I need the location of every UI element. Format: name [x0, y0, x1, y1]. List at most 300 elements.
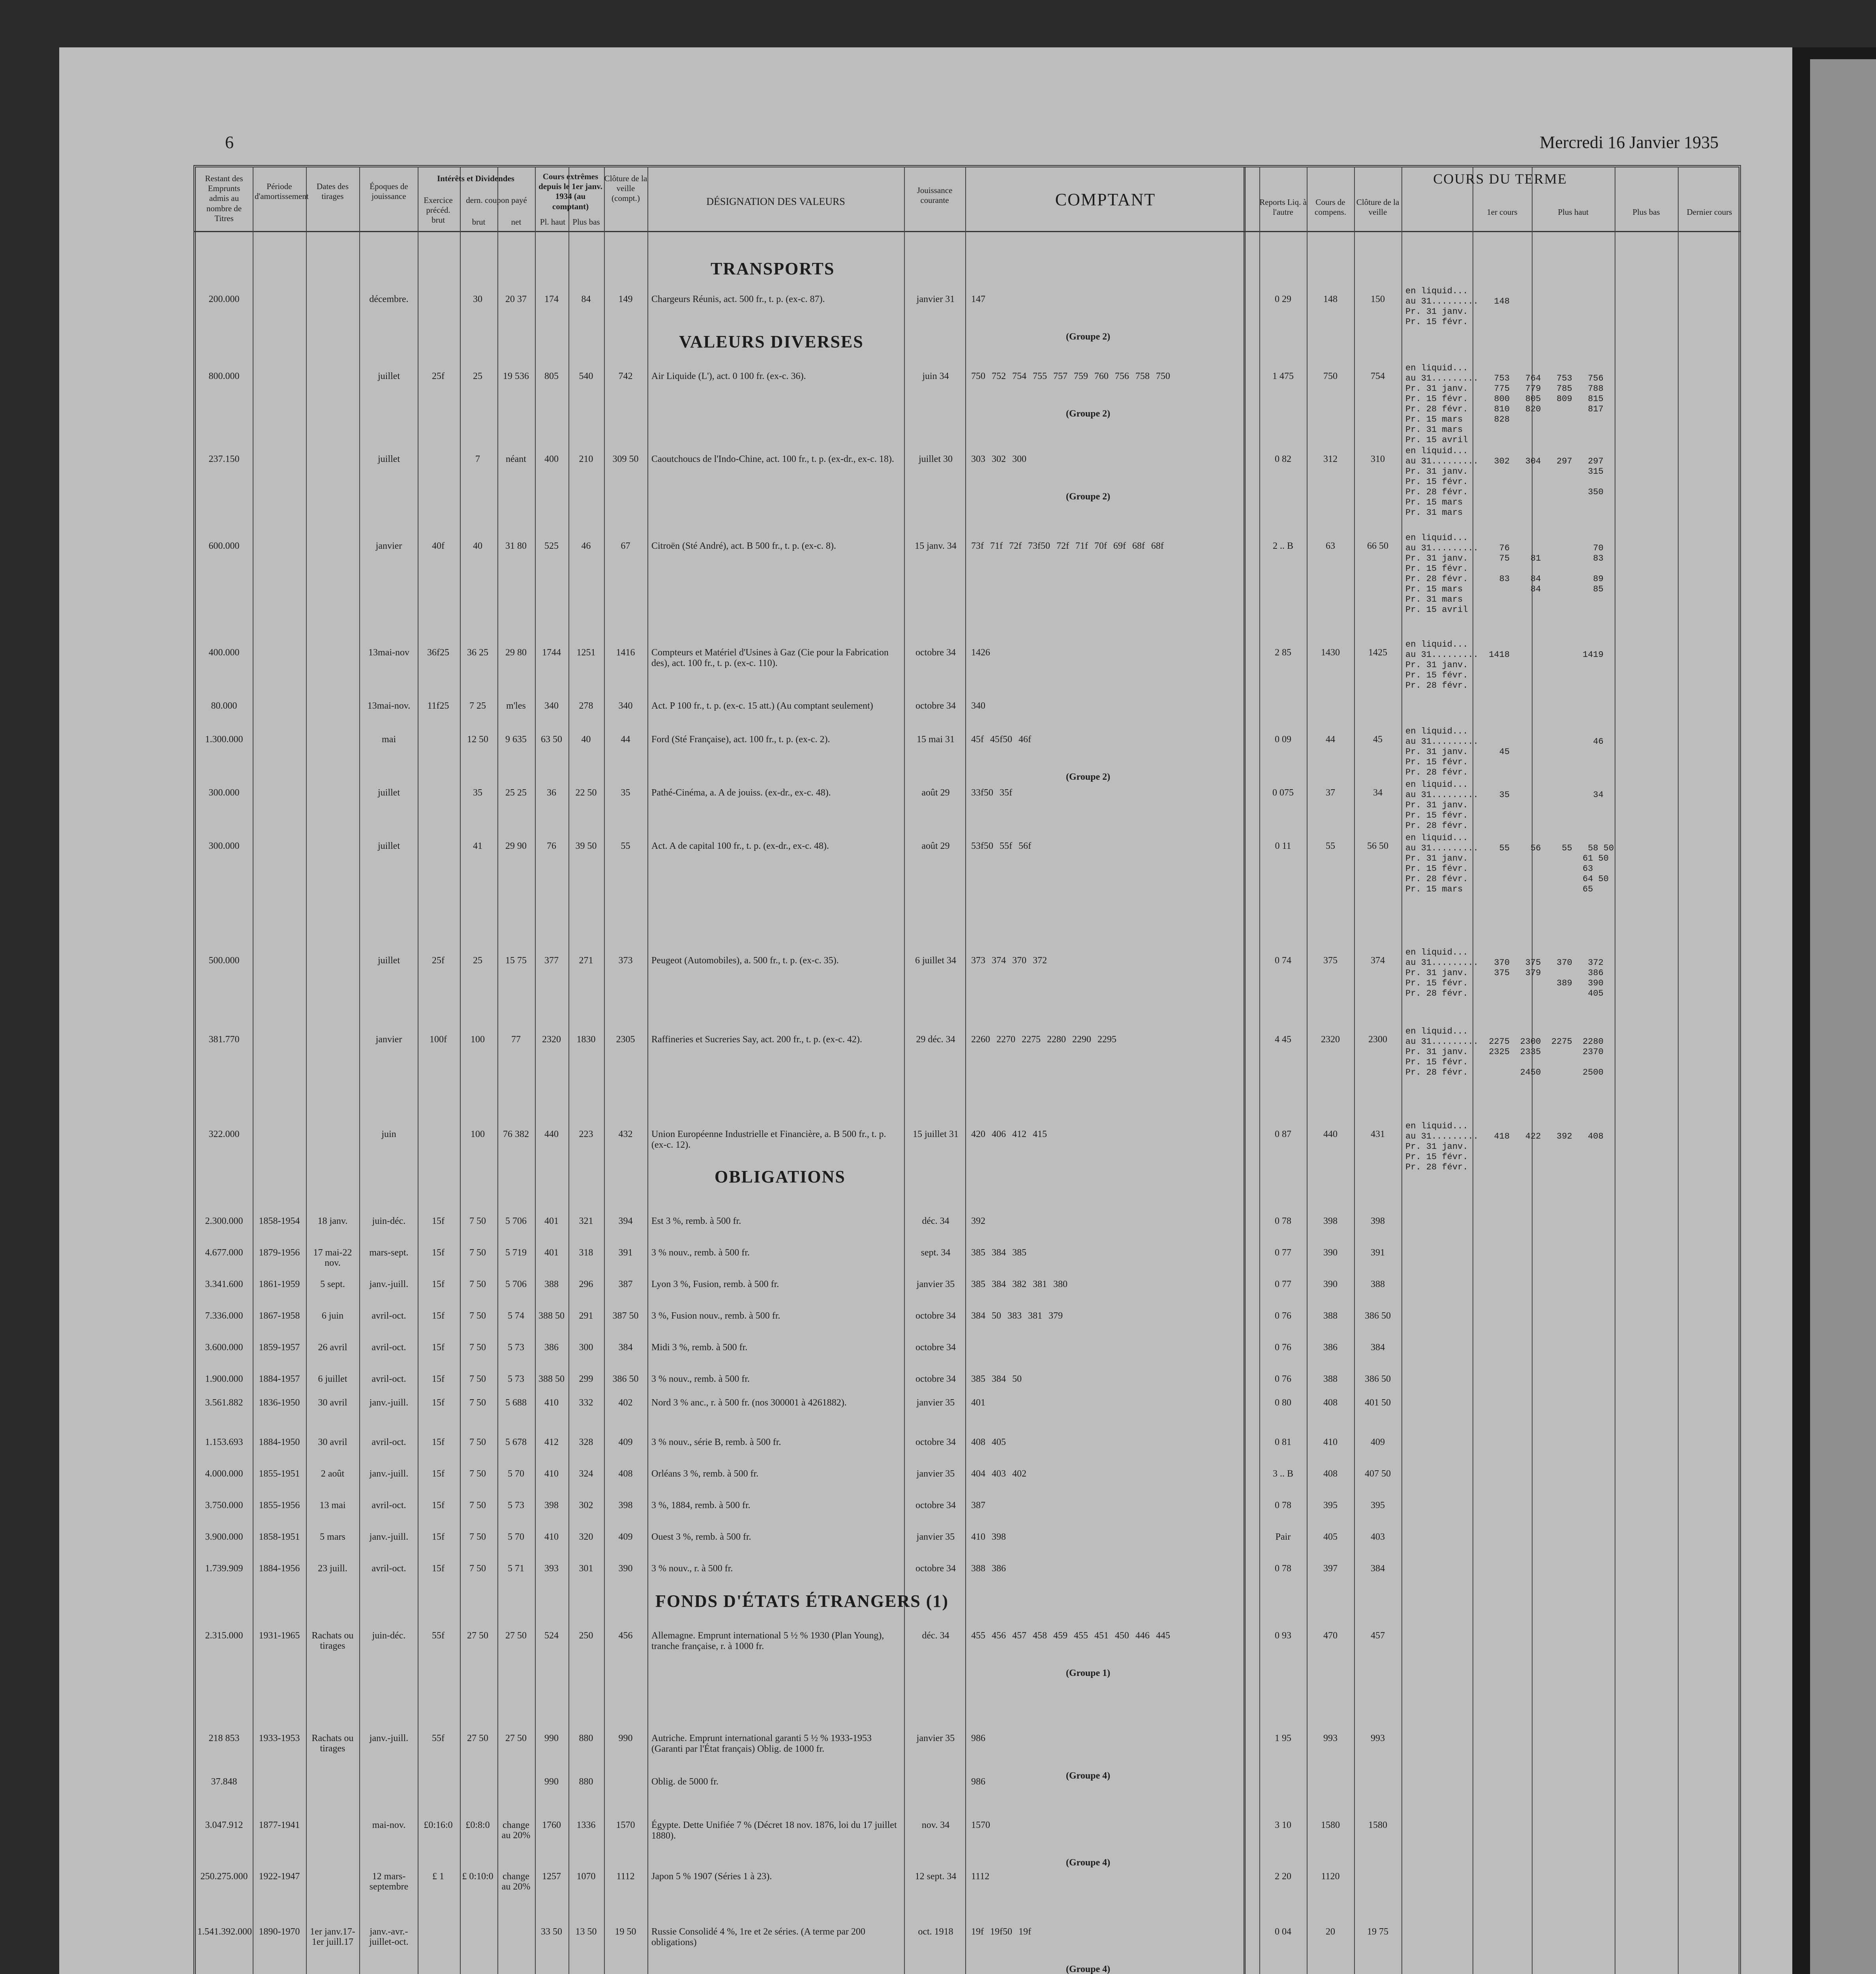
cell-rep: 2 20	[1275, 1871, 1291, 1882]
cell-epoque: janv.-juill.	[369, 1532, 409, 1542]
header-rule	[193, 231, 1741, 232]
cell-haut: 33 50	[541, 1927, 562, 1937]
cell-epoque: juillet	[378, 788, 400, 798]
cell-comptant: 2260 2270 2275 2280 2290 2295	[971, 1034, 1116, 1045]
cell-rep: 0 74	[1275, 955, 1291, 966]
cell-epoque: janv.-juill.	[369, 1733, 409, 1743]
cell-jouissance: 15 mai 31	[917, 734, 955, 745]
cell-group: (Groupe 2)	[1066, 409, 1111, 419]
cell-dates: Rachats ou tirages	[311, 1733, 354, 1754]
cell-rep: 0 76	[1275, 1374, 1291, 1384]
cell-periode: 1890-1970	[259, 1927, 300, 1937]
cell-restant: 3.341.600	[205, 1279, 243, 1289]
cell-clot: 373	[618, 955, 633, 966]
cell-rep: 2 85	[1275, 647, 1291, 658]
cell-cv: 403	[1371, 1532, 1385, 1542]
section-transports: TRANSPORTS	[711, 259, 835, 278]
cell-haut: 990	[544, 1733, 559, 1743]
cell-rep: 4 45	[1275, 1034, 1291, 1045]
cell-comp: 20	[1326, 1927, 1335, 1937]
cell-haut: 440	[544, 1129, 559, 1139]
cell-net: 19 536	[503, 371, 529, 381]
page-number: 6	[225, 133, 234, 152]
cell-term-quotes: en liquid... au 31......... 55 56 55 58 50 Pr. 31 janv. 61 50 Pr. 15 févr. 63 Pr. 28 févr. 64 50 Pr. 15 mars 65	[1405, 833, 1614, 894]
cell-rep: 1 475	[1272, 371, 1294, 381]
cell-exer: 15f	[432, 1398, 445, 1408]
cell-clot: 409	[618, 1437, 633, 1447]
cell-clot: 409	[618, 1532, 633, 1542]
security-name: Pathé-Cinéma, a. A de jouiss. (ex-dr., ex-c. 48).	[651, 788, 831, 798]
cell-cv: 384	[1371, 1342, 1385, 1353]
security-name: Raffineries et Sucreries Say, act. 200 fr., t. p. (ex-c. 42).	[651, 1034, 862, 1045]
cell-haut: 2320	[542, 1034, 561, 1045]
cell-jouissance: octobre 34	[915, 1311, 956, 1321]
cell-epoque: janv.-avr.-juillet-oct.	[369, 1927, 409, 1947]
cell-periode: 1858-1954	[259, 1216, 300, 1226]
security-name: Est 3 %, remb. à 500 fr.	[651, 1216, 741, 1226]
cell-restant: 4.000.000	[205, 1469, 243, 1479]
cell-brut: 12 50	[467, 734, 488, 745]
cell-jouissance: août 29	[921, 841, 950, 851]
cell-periode: 1884-1957	[259, 1374, 300, 1384]
cell-restant: 3.900.000	[205, 1532, 243, 1542]
cell-restant: 1.900.000	[205, 1374, 243, 1384]
cell-clot: 387	[618, 1279, 633, 1289]
cell-clot: 990	[618, 1733, 633, 1743]
cell-restant: 7.336.000	[205, 1311, 243, 1321]
cell-group: (Groupe 2)	[1066, 492, 1111, 502]
table-row	[0, 780, 1876, 835]
cell-comptant: 388 386	[971, 1563, 1006, 1574]
cell-restant: 322.000	[208, 1129, 240, 1139]
cell-rep: 3 .. B	[1272, 1469, 1293, 1479]
cell-clot: 1570	[616, 1820, 635, 1830]
cell-cv: 56 50	[1367, 841, 1388, 851]
cell-periode: 1858-1951	[259, 1532, 300, 1542]
cell-brut: 100	[471, 1129, 485, 1139]
cell-exer: 15f	[432, 1532, 445, 1542]
cell-comp: 55	[1326, 841, 1335, 851]
header-cours-terme: COURS DU TERME	[1433, 171, 1567, 187]
cell-term-quotes: en liquid... au 31......... 2275 2300 2275 2280 Pr. 31 janv. 2325 2335 2370 Pr. 15 févr. Pr. 28 févr. 2450 2500	[1405, 1026, 1604, 1077]
cell-restant: 3.561.882	[205, 1398, 243, 1408]
cell-dates: 2 août	[321, 1469, 345, 1479]
cell-cv: 310	[1371, 454, 1385, 464]
cell-brut: £ 0:10:0	[462, 1871, 493, 1882]
cell-exer: £ 1	[432, 1871, 444, 1882]
cell-haut: 1744	[542, 647, 561, 658]
cell-restant: 1.541.392.000	[197, 1927, 252, 1937]
cell-cv: 386 50	[1365, 1374, 1391, 1384]
security-name: Midi 3 %, remb. à 500 fr.	[651, 1342, 748, 1353]
cell-exer: 55f	[432, 1631, 445, 1641]
cell-bas: 1251	[576, 647, 596, 658]
cell-jouissance: janvier 35	[916, 1279, 955, 1289]
cell-clot: 394	[618, 1216, 633, 1226]
cell-term-quotes: en liquid... au 31......... 148 Pr. 31 janv. Pr. 15 févr.	[1405, 286, 1510, 327]
cell-comp: 312	[1323, 454, 1338, 464]
cell-bas: 321	[579, 1216, 593, 1226]
cell-clot: 390	[618, 1563, 633, 1574]
cell-term-quotes: en liquid... au 31......... 302 304 297 297 Pr. 31 janv. 315 Pr. 15 févr. Pr. 28 févr. 350 Pr. 15 mars Pr. 31 mars	[1405, 446, 1604, 518]
cell-jouissance: octobre 34	[915, 1563, 956, 1574]
cell-restant: 1.300.000	[205, 734, 243, 745]
header-plus-haut: Pl. haut	[540, 217, 566, 227]
cell-rep: 0 075	[1272, 788, 1294, 798]
cell-haut: 393	[544, 1563, 559, 1574]
cell-rep: 0 87	[1275, 1129, 1291, 1139]
table-row	[0, 1026, 1876, 1082]
table-row	[0, 1563, 1876, 1611]
cell-comptant: 986	[971, 1777, 985, 1787]
cell-comp: 440	[1323, 1129, 1338, 1139]
header-dates: Dates des tirages	[316, 182, 349, 201]
cell-comp: 395	[1323, 1500, 1338, 1511]
cell-jouissance: 6 juillet 34	[915, 955, 956, 966]
cell-haut: 63 50	[541, 734, 562, 745]
header-interets: Intérêts et Dividendes	[437, 174, 514, 183]
cell-epoque: janv.-juill.	[369, 1279, 409, 1289]
cell-comp: 993	[1323, 1733, 1338, 1743]
cell-jouissance: 29 déc. 34	[916, 1034, 955, 1045]
cell-exer: 15f	[432, 1342, 445, 1353]
header-restant: Restant des Emprunts admis au nombre de Titres	[205, 174, 243, 223]
cell-cv: 150	[1371, 294, 1385, 304]
cell-bas: 880	[579, 1733, 593, 1743]
cell-bas: 296	[579, 1279, 593, 1289]
cell-haut: 388 50	[538, 1311, 565, 1321]
cell-rep: 0 78	[1275, 1563, 1291, 1574]
cell-rep: 0 11	[1275, 841, 1291, 851]
cell-net: 5 678	[505, 1437, 527, 1447]
cell-comptant: 33f50 35f	[971, 788, 1012, 798]
cell-net: m'les	[506, 701, 526, 711]
cell-restant: 4.677.000	[205, 1248, 243, 1258]
cell-restant: 600.000	[208, 541, 240, 551]
security-name: Russie Consolidé 4 %, 1re et 2e séries. (A terme par 200 obligations)	[651, 1927, 865, 1948]
header-cours-extremes: Cours extrêmes depuis le 1er janv. 1934 (au comptant)	[538, 172, 602, 211]
cell-exer: 15f	[432, 1374, 445, 1384]
cell-clot: 309 50	[612, 454, 639, 464]
cell-comp: 2320	[1321, 1034, 1340, 1045]
cell-epoque: juillet	[378, 841, 400, 851]
cell-group: (Groupe 2)	[1066, 772, 1111, 782]
header-cloture: Clôture de la veille (compt.)	[604, 174, 647, 203]
cell-comptant: 1570	[971, 1820, 990, 1830]
cell-clot: 1112	[616, 1871, 635, 1882]
cell-clot: 1416	[616, 647, 635, 658]
cell-comptant: 750 752 754 755 757 759 760 756 758 750	[971, 371, 1170, 381]
cell-brut: 7 50	[469, 1342, 486, 1353]
cell-dates: 30 avril	[318, 1437, 347, 1447]
cell-net: 5 71	[508, 1563, 524, 1574]
cell-periode: 1859-1957	[259, 1342, 300, 1353]
security-name: 3 % nouv., remb. à 500 fr.	[651, 1374, 750, 1384]
cell-net: 25 25	[505, 788, 527, 798]
cell-net: 5 706	[505, 1279, 527, 1289]
cell-comptant: 986	[971, 1733, 985, 1743]
cell-term-quotes: en liquid... au 31......... 35 34 Pr. 31 janv. Pr. 15 févr. Pr. 28 févr.	[1405, 780, 1604, 831]
cell-comp: 386	[1323, 1342, 1338, 1353]
cell-brut: 7	[475, 454, 480, 464]
cell-periode: 1836-1950	[259, 1398, 300, 1408]
cell-restant: 381.770	[208, 1034, 240, 1045]
cell-bas: 332	[579, 1398, 593, 1408]
cell-comptant: 340	[971, 701, 985, 711]
cell-cv: 388	[1371, 1279, 1385, 1289]
cell-brut: 7 25	[469, 701, 486, 711]
cell-restant: 3.047.912	[205, 1820, 243, 1830]
security-name: Air Liquide (L'), act. 0 100 fr. (ex-c. 36).	[651, 371, 806, 381]
cell-cv: 391	[1371, 1248, 1385, 1258]
cell-exer: 15f	[432, 1500, 445, 1511]
header-epoques: Époques de jouissance	[370, 182, 408, 201]
cell-restant: 2.300.000	[205, 1216, 243, 1226]
cell-cv: 407 50	[1365, 1469, 1391, 1479]
cell-jouissance: janvier 35	[916, 1733, 955, 1743]
cell-clot: 402	[618, 1398, 633, 1408]
table-row	[0, 363, 1876, 445]
cell-clot: 19 50	[615, 1927, 636, 1937]
cell-clot: 2305	[616, 1034, 635, 1045]
cell-net: 5 688	[505, 1398, 527, 1408]
cell-bas: 320	[579, 1532, 593, 1542]
cell-exer: 25f	[432, 955, 445, 966]
cell-rep: 0 81	[1275, 1437, 1291, 1447]
table-row	[0, 640, 1876, 695]
cell-brut: 27 50	[467, 1631, 488, 1641]
cell-epoque: avril-oct.	[371, 1342, 406, 1353]
cell-net: 5 73	[508, 1500, 524, 1511]
cell-clot: 55	[621, 841, 630, 851]
cell-comp: 44	[1326, 734, 1335, 745]
cell-rep: 0 77	[1275, 1279, 1291, 1289]
cell-restant: 218 853	[208, 1733, 240, 1743]
table-row	[0, 833, 1876, 894]
cell-haut: 400	[544, 454, 559, 464]
cell-dates: 13 mai	[319, 1500, 346, 1511]
cell-cv: 395	[1371, 1500, 1385, 1511]
cell-jouissance: octobre 34	[915, 1374, 956, 1384]
cell-net: 5 74	[508, 1311, 524, 1321]
table-row	[0, 1121, 1876, 1177]
cell-jouissance: juin 34	[922, 371, 949, 381]
table-row	[0, 1820, 1876, 1867]
cell-jouissance: octobre 34	[915, 647, 956, 658]
cell-term-quotes: en liquid... au 31......... 418 422 392 408 Pr. 31 janv. Pr. 15 févr. Pr. 28 févr.	[1405, 1121, 1604, 1172]
cell-epoque: juillet	[378, 371, 400, 381]
cell-rep: 0 09	[1275, 734, 1291, 745]
cell-comp: 37	[1326, 788, 1335, 798]
header-t-plus-bas: Plus bas	[1632, 207, 1660, 217]
cell-comptant: 373 374 370 372	[971, 955, 1047, 966]
cell-comptant: 385 384 385	[971, 1248, 1026, 1258]
cell-jouissance: oct. 1918	[918, 1927, 953, 1937]
cell-bas: 250	[579, 1631, 593, 1641]
cell-epoque: avril-oct.	[371, 1374, 406, 1384]
security-name: Act. P 100 fr., t. p. (ex-c. 15 att.) (Au comptant seulement)	[651, 701, 873, 711]
security-name: 3 % nouv., série B, remb. à 500 fr.	[651, 1437, 781, 1447]
cell-cv: 45	[1373, 734, 1383, 745]
cell-brut: 40	[473, 541, 482, 551]
cell-haut: 36	[547, 788, 556, 798]
cell-comptant: 385 384 50	[971, 1374, 1022, 1384]
cell-clot: 387 50	[612, 1311, 639, 1321]
cell-comp: 63	[1326, 541, 1335, 551]
security-name: Ford (Sté Française), act. 100 fr., t. p. (ex-c. 2).	[651, 734, 830, 745]
cell-epoque: janv.-juill.	[369, 1469, 409, 1479]
cell-brut: 30	[473, 294, 482, 304]
cell-exer: 15f	[432, 1248, 445, 1258]
cell-restant: 3.600.000	[205, 1342, 243, 1353]
section-valeurs-diverses: VALEURS DIVERSES	[679, 332, 864, 351]
header-designation: DÉSIGNATION DES VALEURS	[706, 196, 845, 207]
cell-epoque: janv.-juill.	[369, 1398, 409, 1408]
header-cours-compens: Cours de compens.	[1315, 197, 1346, 217]
cell-brut: 7 50	[469, 1437, 486, 1447]
cell-restant: 250.275.000	[200, 1871, 248, 1882]
table-row	[0, 1733, 1876, 1781]
cell-rep: 0 29	[1275, 294, 1291, 304]
cell-comptant: 1426	[971, 647, 990, 658]
cell-restant: 80.000	[211, 701, 237, 711]
security-name: 3 % nouv., r. à 500 fr.	[651, 1563, 733, 1574]
cell-periode: 1855-1951	[259, 1469, 300, 1479]
security-name: Japon 5 % 1907 (Séries 1 à 23).	[651, 1871, 772, 1882]
cell-epoque: mars-sept.	[369, 1248, 409, 1258]
cell-haut: 401	[544, 1248, 559, 1258]
cell-comptant: 387	[971, 1500, 985, 1511]
cell-bas: 22 50	[575, 788, 597, 798]
header-brut: brut	[472, 217, 486, 227]
cell-comptant: 1112	[971, 1871, 990, 1882]
cell-restant: 37.848	[211, 1777, 237, 1787]
cell-comptant: 53f50 55f 56f	[971, 841, 1031, 851]
cell-comptant: 404 403 402	[971, 1469, 1026, 1479]
cell-net: change au 20%	[501, 1871, 531, 1892]
cell-cv: 993	[1371, 1733, 1385, 1743]
cell-net: 5 719	[505, 1248, 527, 1258]
cell-net: 9 635	[505, 734, 527, 745]
cell-clot: 398	[618, 1500, 633, 1511]
cell-comptant: 384 50 383 381 379	[971, 1311, 1063, 1321]
security-name: 3 % nouv., remb. à 500 fr.	[651, 1248, 750, 1258]
cell-clot: 408	[618, 1469, 633, 1479]
cell-net: 15 75	[505, 955, 527, 966]
cell-cv: 374	[1371, 955, 1385, 966]
table-row	[0, 1927, 1876, 1974]
header-cloture-veille: Clôture de la veille	[1356, 197, 1399, 217]
cell-clot: 432	[618, 1129, 633, 1139]
cell-brut: 25	[473, 371, 482, 381]
cell-exer: £0:16:0	[424, 1820, 453, 1830]
cell-haut: 410	[544, 1398, 559, 1408]
cell-haut: 401	[544, 1216, 559, 1226]
cell-brut: 7 50	[469, 1279, 486, 1289]
cell-jouissance: janvier 35	[916, 1532, 955, 1542]
cell-net: 29 90	[505, 841, 527, 851]
cell-comp: 750	[1323, 371, 1338, 381]
cell-clot: 391	[618, 1248, 633, 1258]
cell-epoque: avril-oct.	[371, 1500, 406, 1511]
security-name: Orléans 3 %, remb. à 500 fr.	[651, 1469, 759, 1479]
cell-brut: 7 50	[469, 1398, 486, 1408]
cell-comptant: 147	[971, 294, 985, 304]
security-name: Ouest 3 %, remb. à 500 fr.	[651, 1532, 751, 1542]
cell-dates: 17 mai-22 nov.	[313, 1248, 352, 1268]
page-date: Mercredi 16 Janvier 1935	[1540, 133, 1719, 152]
cell-group: (Groupe 4)	[1066, 1858, 1111, 1868]
cell-net: 31 80	[505, 541, 527, 551]
cell-comptant: 401	[971, 1398, 985, 1408]
cell-dates: 23 juill.	[318, 1563, 347, 1574]
cell-periode: 1855-1956	[259, 1500, 300, 1511]
cell-jouissance: janvier 31	[916, 294, 955, 304]
cell-exer: 25f	[432, 371, 445, 381]
cell-haut: 805	[544, 371, 559, 381]
table-row	[0, 286, 1876, 342]
cell-epoque: avril-oct.	[371, 1563, 406, 1574]
cell-net: 76 382	[503, 1129, 529, 1139]
cell-restant: 237.150	[208, 454, 240, 464]
cell-rep: 0 76	[1275, 1311, 1291, 1321]
cell-rep: 1 95	[1275, 1733, 1291, 1743]
cell-net: 77	[511, 1034, 521, 1045]
cell-net: 5 73	[508, 1342, 524, 1353]
cell-haut: 340	[544, 701, 559, 711]
next-page-edge	[1810, 59, 1876, 1974]
cell-comp: 408	[1323, 1398, 1338, 1408]
cell-cv: 34	[1373, 788, 1383, 798]
security-name: Autriche. Emprunt international garanti 5 ½ % 1933-1953 (Garanti par l'État français) Oblig. de 1000 fr.	[651, 1733, 872, 1754]
section-obligations: OBLIGATIONS	[715, 1167, 846, 1186]
cell-exer: 40f	[432, 541, 445, 551]
cell-group: (Groupe 4)	[1066, 1771, 1111, 1781]
cell-haut: 412	[544, 1437, 559, 1447]
cell-jouissance: nov. 34	[921, 1820, 950, 1830]
cell-comp: 408	[1323, 1469, 1338, 1479]
cell-restant: 300.000	[208, 788, 240, 798]
header-premier-cours: 1er cours	[1487, 207, 1518, 217]
cell-brut: 100	[471, 1034, 485, 1045]
cell-restant: 800.000	[208, 371, 240, 381]
cell-comp: 390	[1323, 1279, 1338, 1289]
cell-cv: 2300	[1368, 1034, 1387, 1045]
cell-comp: 375	[1323, 955, 1338, 966]
cell-net: 27 50	[505, 1733, 527, 1743]
cell-haut: 398	[544, 1500, 559, 1511]
security-name: Nord 3 % anc., r. à 500 fr. (nos 300001 à 4261882).	[651, 1398, 847, 1408]
cell-rep: 0 78	[1275, 1216, 1291, 1226]
cell-comptant: 19f 19f50 19f	[971, 1927, 1031, 1937]
security-name: Union Européenne Industrielle et Financière, a. B 500 fr., t. p. (ex-c. 12).	[651, 1129, 886, 1150]
cell-jouissance: juillet 30	[919, 454, 953, 464]
cell-brut: 27 50	[467, 1733, 488, 1743]
header-t-plus-haut: Plus haut	[1558, 207, 1589, 217]
cell-net: 20 37	[505, 294, 527, 304]
cell-haut: 1760	[542, 1820, 561, 1830]
cell-bas: 84	[581, 294, 591, 304]
cell-comp: 470	[1323, 1631, 1338, 1641]
cell-clot: 742	[618, 371, 633, 381]
cell-epoque: janvier	[375, 1034, 402, 1045]
cell-bas: 301	[579, 1563, 593, 1574]
cell-term-quotes: en liquid... au 31......... 46 Pr. 31 janv. 45 Pr. 15 févr. Pr. 28 févr.	[1405, 726, 1604, 777]
cell-cv: 1425	[1368, 647, 1387, 658]
cell-dates: 6 juin	[321, 1311, 344, 1321]
cell-group: (Groupe 4)	[1066, 1964, 1111, 1974]
section-fonds-etrangers: FONDS D'ÉTATS ÉTRANGERS (1)	[655, 1591, 949, 1611]
